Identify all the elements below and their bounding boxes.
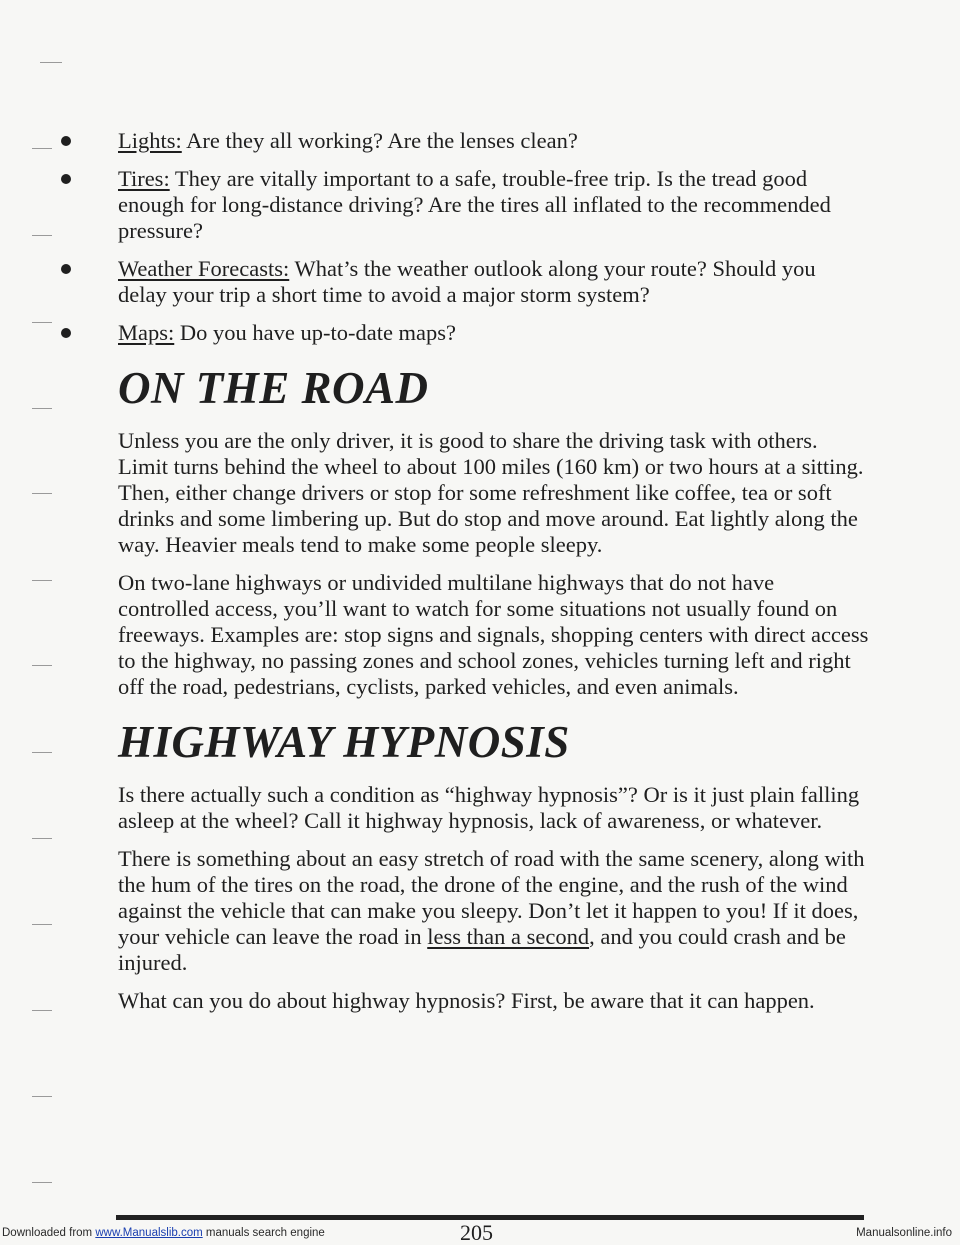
paragraph: Unless you are the only driver, it is good to share the driving task with others. Limit turns behind the wheel to about 100 miles (160 km) or two hours at a sitting. Then, either change drivers or stop for some refreshment like coffee, tea or soft drinks and some limbering up. But do stop and move around. Eat lightly along the way. Heavier meals tend to make some people sleepy. [118,428,864,557]
watermark-suffix: manuals search engine [202,1227,325,1239]
margin-tick [40,62,62,63]
paragraph-text: , and you could crash and be injured. [118,924,846,975]
emphasis-underlined: less than a second [427,924,590,949]
checklist [59,128,869,346]
paragraph: Is there actually such a condition as “highway hypnosis”? Or is it just plain falling asleep at the wheel? Call it highway hypnosis, lack of awareness, or whatever. [118,782,860,833]
bullet-dot-icon [61,264,71,274]
margin-tick [32,665,52,666]
item-text: What’s the weather outlook along your route? Should you delay your trip a short time to avoid a major storm system? [118,256,816,307]
margin-tick [32,408,52,409]
list-item [59,256,869,308]
margin-tick [32,924,52,925]
item-text: They are vitally important to a safe, trouble-free trip. Is the tread good enough for long-distance driving? Are the tires all inflated to the recommended pressure? [118,166,831,243]
margin-tick [32,580,52,581]
item-text: Are they all working? Are the lenses clean? [181,128,578,153]
section-heading-on-the-road: ON THE ROAD [118,363,429,413]
bullet-dot-icon [61,328,71,338]
manualslib-link[interactable]: www.Manualslib.com [95,1227,203,1239]
margin-tick [32,1096,52,1097]
item-text: Do you have up-to-date maps? [174,320,457,345]
item-term: Maps: [118,320,175,345]
paragraph [118,846,869,976]
bullet-dot-icon [61,136,71,146]
margin-tick [32,322,52,323]
watermark-right: Manualsonline.info [856,1227,952,1239]
margin-tick [32,493,52,494]
page-content [59,128,869,1026]
page-number: 205 [460,1220,493,1245]
margin-tick [32,1182,52,1183]
item-term: Tires: [118,166,170,191]
paragraph: On two-lane highways or undivided multilane highways that do not have controlled access, you’ll want to watch for some situations not usually found on freeways. Examples are: stop signs and signals, shopping centers with direct access to the highway, no passing zones and school zones, vehicles turning left and right off the road, pedestrians, cyclists, parked vehicles, and even animals. [118,570,869,699]
list-item [59,128,869,154]
margin-tick [32,752,52,753]
download-watermark [0,1226,960,1242]
margin-tick [32,1010,52,1011]
margin-tick [32,235,52,236]
list-item [59,320,869,346]
item-term: Lights: [118,128,182,153]
item-term: Weather Forecasts: [118,256,290,281]
list-item [59,166,869,244]
watermark-prefix: Downloaded from [2,1227,96,1239]
margin-tick [32,148,52,149]
margin-tick [32,838,52,839]
bullet-dot-icon [61,174,71,184]
paragraph-text: There is something about an easy stretch of road with the same scenery, along with the hum of the tires on the road, the drone of the engine, and the rush of the wind against the vehicle that can make you sleepy. Don’t let it happen to you! If it does, your vehicle can leave the road in [118,846,865,949]
section-heading-highway-hypnosis: HIGHWAY HYPNOSIS [118,717,570,767]
paragraph: What can you do about highway hypnosis? First, be aware that it can happen. [118,988,815,1013]
